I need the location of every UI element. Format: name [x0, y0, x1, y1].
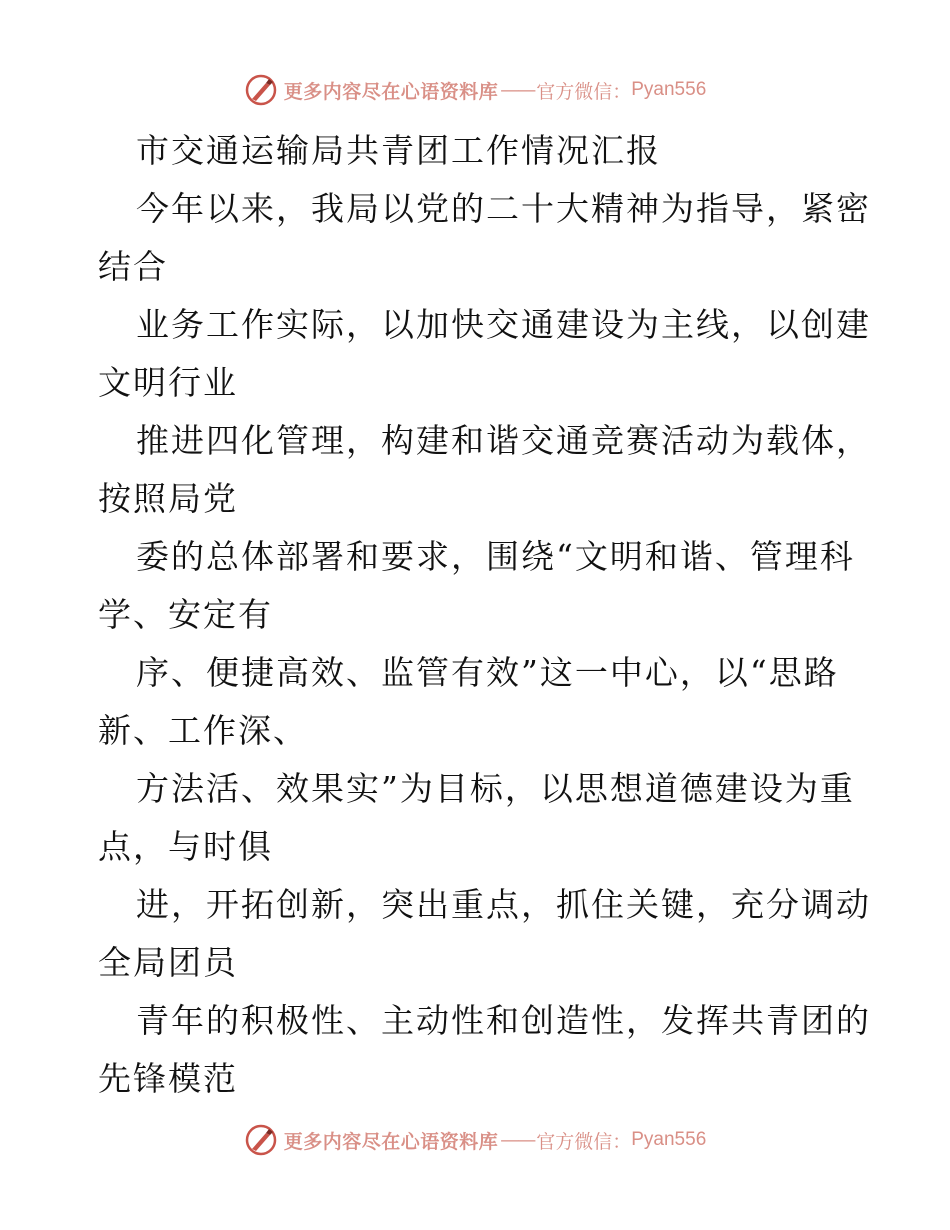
- text-line: 业务工作实际，以加快交通建设为主线，以创建: [136, 305, 871, 344]
- header-watermark: [0, 70, 950, 110]
- text-line: 文明行业: [98, 363, 238, 402]
- watermark-dash: ——: [500, 79, 535, 101]
- text-line: 今年以来，我局以党的二十大精神为指导，紧密: [136, 189, 871, 228]
- watermark-wechat-id: Pyan556: [631, 1129, 707, 1150]
- watermark-main-text: 更多内容尽在心语资料库: [283, 80, 499, 103]
- pen-logo-icon: [244, 1123, 278, 1157]
- text-line: 学、安定有: [98, 595, 273, 634]
- watermark-sub-text: 官方微信：: [536, 80, 632, 103]
- text-line: 方法活、效果实”为目标，以思想道德建设为重: [136, 769, 855, 808]
- pen-logo-icon: [244, 73, 278, 107]
- text-line: 推进四化管理，构建和谐交通竞赛活动为载体，: [136, 421, 871, 460]
- document-title: 市交通运输局共青团工作情况汇报: [136, 131, 661, 170]
- text-line: 全局团员: [98, 943, 238, 982]
- watermark-main-text: 更多内容尽在心语资料库: [283, 1130, 499, 1153]
- text-line: 进，开拓创新，突出重点，抓住关键，充分调动: [136, 885, 871, 924]
- text-line: 点，与时俱: [98, 827, 273, 866]
- footer-watermark: [0, 1120, 950, 1160]
- text-line: 先锋模范: [98, 1059, 238, 1098]
- text-line: 青年的积极性、主动性和创造性，发挥共青团的: [136, 1001, 871, 1040]
- watermark-sub-text: 官方微信：: [536, 1130, 632, 1153]
- text-line: 按照局党: [98, 479, 238, 518]
- watermark-wechat-id: Pyan556: [631, 79, 707, 100]
- watermark-dash: ——: [500, 1129, 535, 1151]
- document-body: [98, 122, 871, 1108]
- text-line: 新、工作深、: [98, 711, 308, 750]
- text-line: 结合: [98, 247, 168, 286]
- text-line: 委的总体部署和要求，围绕“文明和谐、管理科: [136, 537, 855, 576]
- text-line: 序、便捷高效、监管有效”这一中心，以“思路: [136, 653, 839, 692]
